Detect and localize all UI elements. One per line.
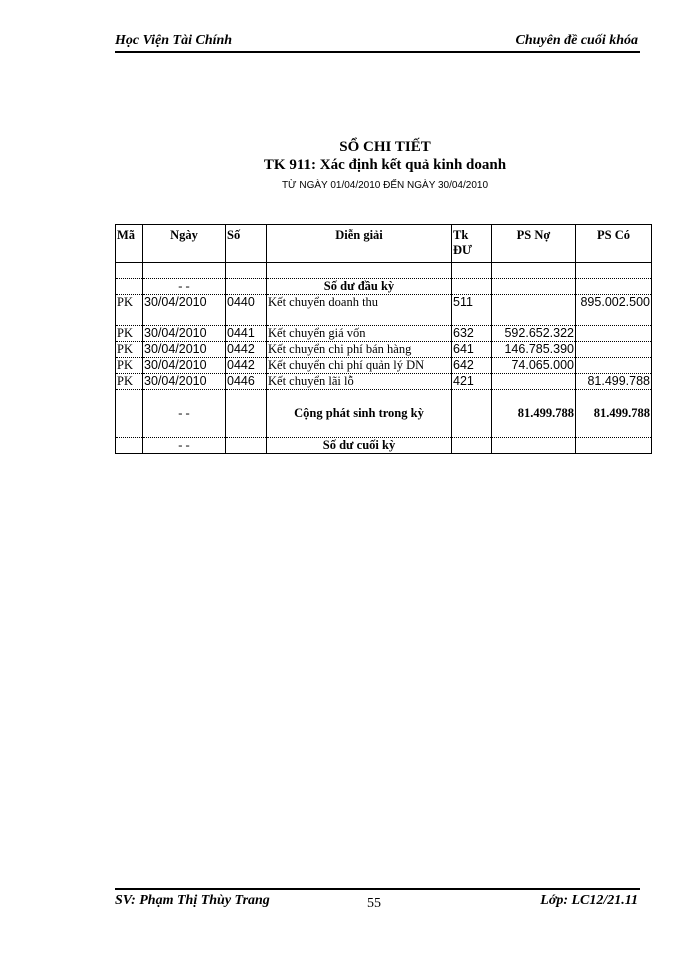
cell-dien-giai: Kết chuyển lãi lỗ bbox=[267, 374, 452, 390]
total-ps-no: 81.499.788 bbox=[492, 390, 576, 438]
total-label: Cộng phát sinh trong kỳ bbox=[267, 390, 452, 438]
footer-student: SV: Phạm Thị Thùy Trang bbox=[115, 893, 270, 908]
footer-class: Lớp: LC12/21.11 bbox=[540, 893, 638, 908]
cell-so: 0446 bbox=[226, 374, 267, 390]
cell-ps-co bbox=[576, 342, 652, 358]
total-ps-co: 81.499.788 bbox=[576, 390, 652, 438]
col-header-tk-du: Tk ĐƯ bbox=[452, 225, 492, 263]
cell-tk-du: 511 bbox=[452, 295, 492, 326]
col-header-dien-giai: Diễn giải bbox=[267, 225, 452, 263]
cell-dien-giai: Kết chuyển chi phí bán hàng bbox=[267, 342, 452, 358]
cell-ma: PK bbox=[116, 295, 143, 326]
cell-ps-co: 895.002.500 bbox=[576, 295, 652, 326]
report-title: SỔ CHI TIẾT bbox=[339, 139, 431, 155]
cell-tk-du: 421 bbox=[452, 374, 492, 390]
cell-ngay: 30/04/2010 bbox=[143, 295, 226, 326]
report-date-range: TỪ NGÀY 01/04/2010 ĐẾN NGÀY 30/04/2010 bbox=[281, 180, 489, 191]
col-header-ngay: Ngày bbox=[143, 225, 226, 263]
opening-label: Số dư đầu kỳ bbox=[267, 279, 452, 295]
table-header-row bbox=[116, 225, 652, 263]
col-header-so: Số bbox=[226, 225, 267, 263]
cell-ps-co bbox=[576, 326, 652, 342]
col-header-ps-no: PS Nợ bbox=[492, 225, 576, 263]
cell-so: 0442 bbox=[226, 342, 267, 358]
cell-ngay: 30/04/2010 bbox=[143, 326, 226, 342]
table-row-opening bbox=[116, 279, 652, 295]
cell-ps-co bbox=[576, 358, 652, 374]
cell-ps-no: 592.652.322 bbox=[492, 326, 576, 342]
cell-ma: PK bbox=[116, 374, 143, 390]
table-row bbox=[116, 358, 652, 374]
table-row-closing bbox=[116, 438, 652, 454]
cell-dien-giai: Kết chuyển giá vốn bbox=[267, 326, 452, 342]
footer-page-number: 55 bbox=[367, 896, 381, 911]
cell-tk-du: 632 bbox=[452, 326, 492, 342]
table-row bbox=[116, 374, 652, 390]
opening-dash: - - bbox=[143, 279, 226, 295]
header-topic: Chuyên đề cuối khóa bbox=[515, 33, 638, 48]
cell-so: 0441 bbox=[226, 326, 267, 342]
table-row bbox=[116, 326, 652, 342]
cell-so: 0442 bbox=[226, 358, 267, 374]
cell-ps-no bbox=[492, 374, 576, 390]
cell-ma: PK bbox=[116, 342, 143, 358]
cell-dien-giai: Kết chuyển chi phí quản lý DN bbox=[267, 358, 452, 374]
cell-ma: PK bbox=[116, 358, 143, 374]
table-row-total bbox=[116, 390, 652, 438]
header-rule bbox=[115, 51, 640, 53]
cell-ps-no: 146.785.390 bbox=[492, 342, 576, 358]
total-dash: - - bbox=[143, 390, 226, 438]
col-header-ps-co: PS Có bbox=[576, 225, 652, 263]
footer-rule bbox=[115, 888, 640, 890]
table-row bbox=[116, 342, 652, 358]
cell-ps-co: 81.499.788 bbox=[576, 374, 652, 390]
col-header-ma: Mã bbox=[116, 225, 143, 263]
cell-ngay: 30/04/2010 bbox=[143, 374, 226, 390]
report-subtitle: TK 911: Xác định kết quả kinh doanh bbox=[263, 157, 507, 173]
header-school: Học Viện Tài Chính bbox=[115, 33, 233, 48]
cell-ps-no bbox=[492, 295, 576, 326]
closing-label: Số dư cuối kỳ bbox=[267, 438, 452, 454]
cell-ma: PK bbox=[116, 326, 143, 342]
ledger-table bbox=[115, 224, 652, 454]
table-row bbox=[116, 295, 652, 326]
cell-so: 0440 bbox=[226, 295, 267, 326]
cell-ngay: 30/04/2010 bbox=[143, 358, 226, 374]
cell-dien-giai: Kết chuyển doanh thu bbox=[267, 295, 452, 326]
cell-ngay: 30/04/2010 bbox=[143, 342, 226, 358]
table-row-spacer bbox=[116, 263, 652, 279]
cell-tk-du: 641 bbox=[452, 342, 492, 358]
cell-tk-du: 642 bbox=[452, 358, 492, 374]
closing-dash: - - bbox=[143, 438, 226, 454]
cell-ps-no: 74.065.000 bbox=[492, 358, 576, 374]
